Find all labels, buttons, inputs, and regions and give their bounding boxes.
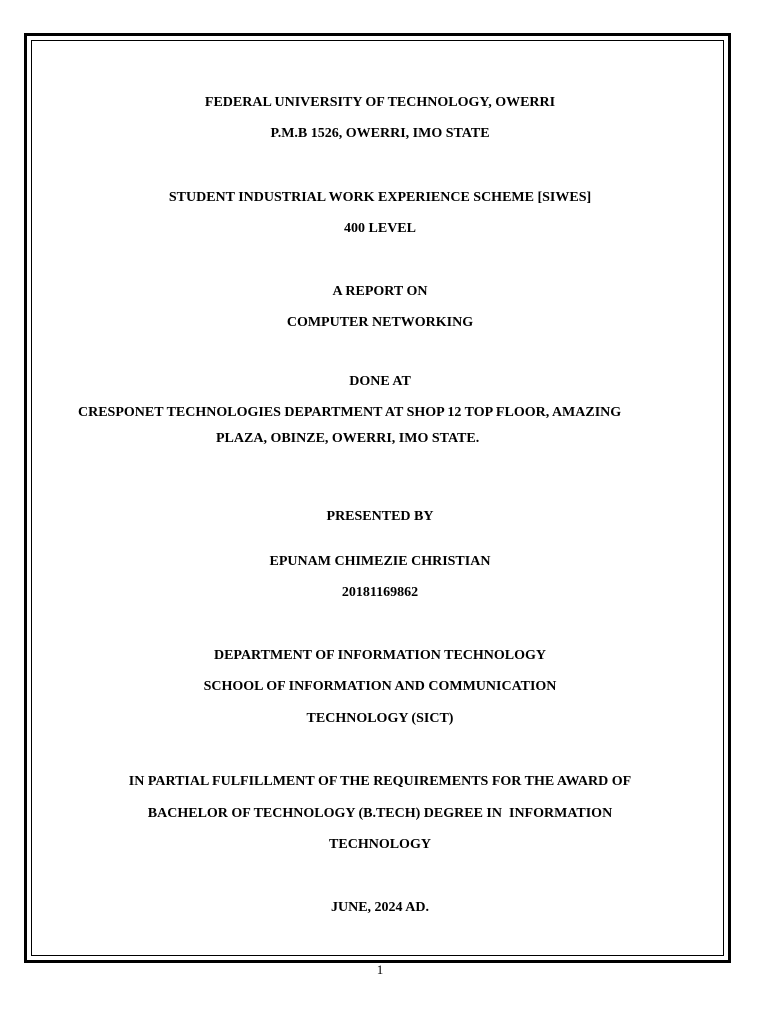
university-name: FEDERAL UNIVERSITY OF TECHNOLOGY, OWERRI [204,95,556,110]
report-topic: COMPUTER NETWORKING [286,315,474,330]
fulfillment-line-2: BACHELOR OF TECHNOLOGY (B.TECH) DEGREE IN INFORMATION [147,806,613,821]
registration-number: 20181169862 [341,585,419,600]
location-line-2: PLAZA, OBINZE, OWERRI, IMO STATE. [216,431,480,446]
submission-date: JUNE, 2024 AD. [330,900,429,915]
presented-by-label: PRESENTED BY [326,509,434,524]
scheme-level: 400 LEVEL [344,221,416,236]
department-name: DEPARTMENT OF INFORMATION TECHNOLOGY [213,648,547,663]
presenter-name: EPUNAM CHIMEZIE CHRISTIAN [269,554,491,569]
scheme-title: STUDENT INDUSTRIAL WORK EXPERIENCE SCHEME [SIWES] [168,190,592,205]
fulfillment-line-1: IN PARTIAL FULFILLMENT OF THE REQUIREMENTS FOR THE AWARD OF [128,774,632,789]
report-intro: A REPORT ON [332,284,428,299]
school-name-line-1: SCHOOL OF INFORMATION AND COMMUNICATION [203,679,557,694]
fulfillment-line-3: TECHNOLOGY [329,837,431,852]
location-line-1: CRESPONET TECHNOLOGIES DEPARTMENT AT SHOP 12 TOP FLOOR, AMAZING [78,405,622,420]
school-name-line-2: TECHNOLOGY (SICT) [306,711,454,726]
page-number: 1 [376,962,384,977]
location-intro: DONE AT [349,374,411,389]
university-address: P.M.B 1526, OWERRI, IMO STATE [270,126,490,141]
